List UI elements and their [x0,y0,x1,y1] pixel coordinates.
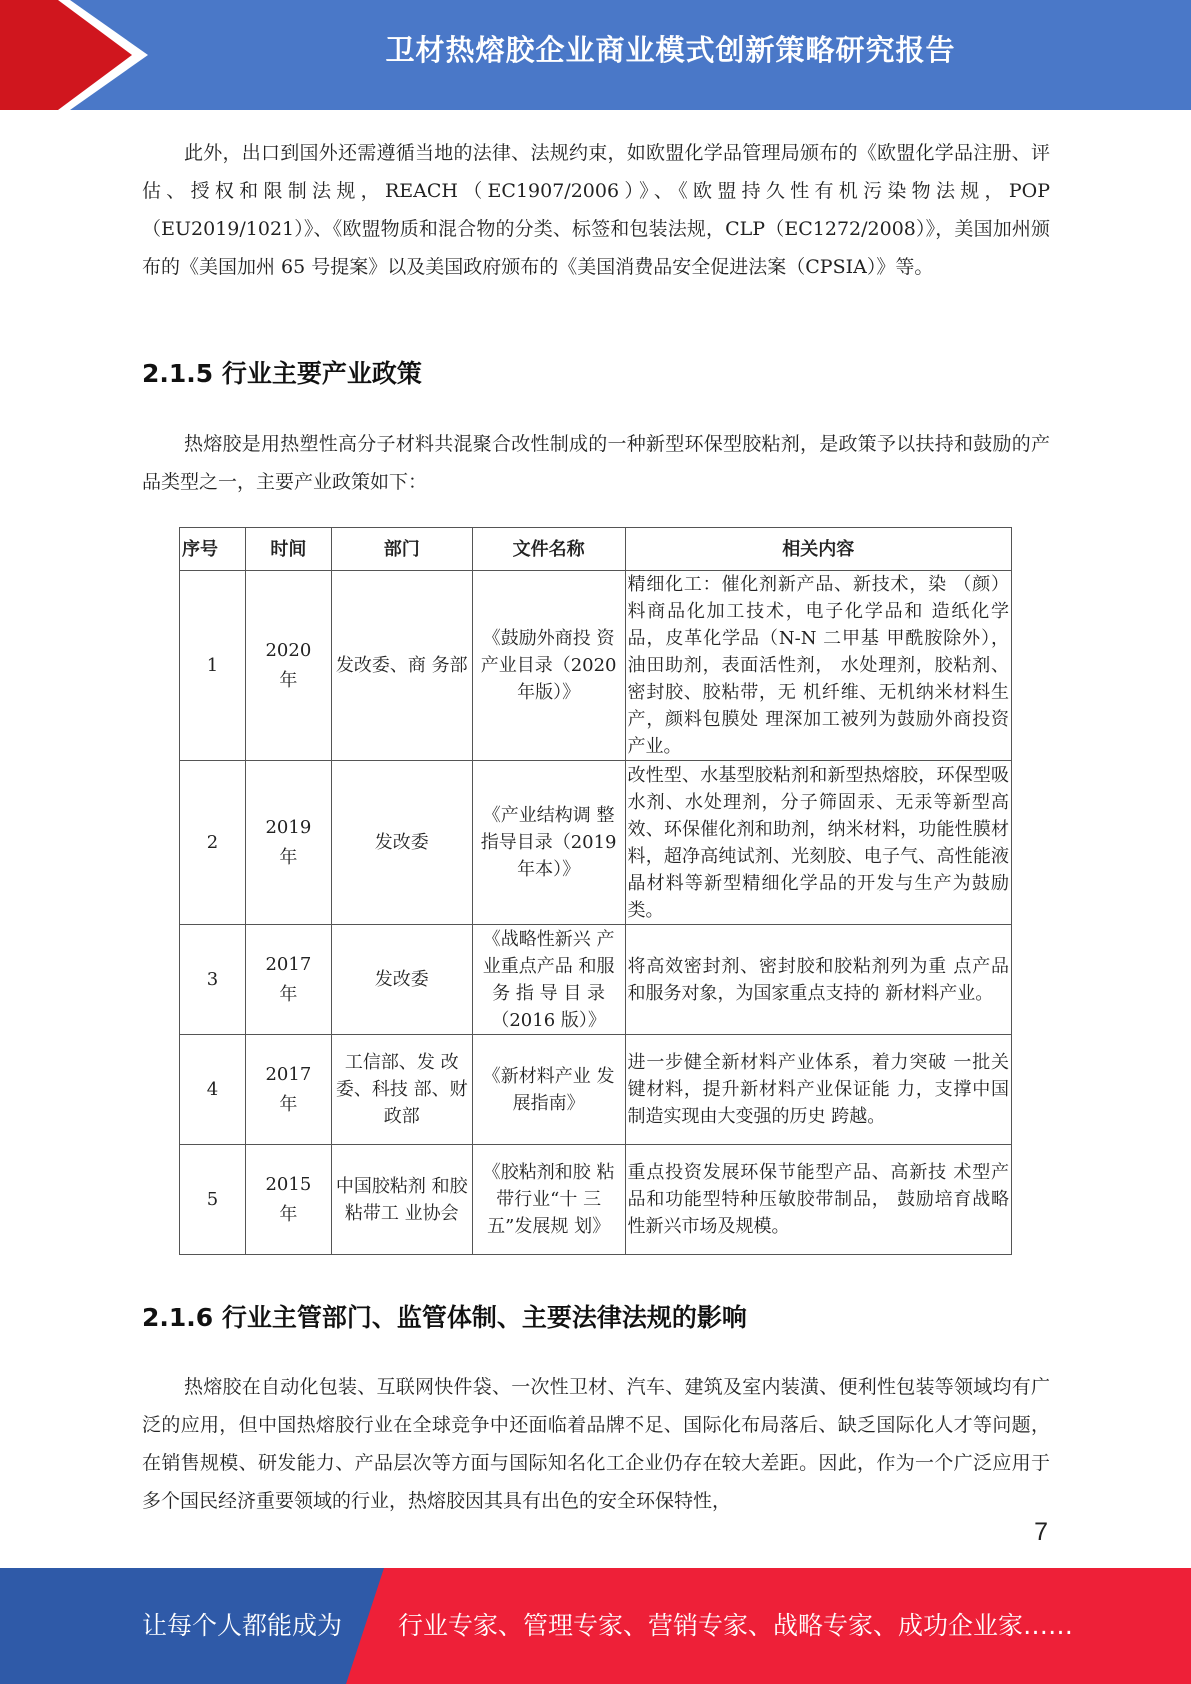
row-content: 进一步健全新材料产业体系，着力突破 一批关键材料，提升新材料产业保证能 力，支撑中国制造实现由大变强的历史 跨越。 [625,1035,1011,1145]
header-arrow-icon [0,0,160,110]
row-doc: 《产业结构调 整指导目录（2019 年本）》 [472,761,625,925]
row-year: 2020 年 [245,571,331,761]
row-no: 1 [180,571,246,761]
row-doc: 《新材料产业 发展指南》 [472,1035,625,1145]
footer-slogan-left: 让每个人都能成为 [142,1611,343,1640]
row-year: 2017 年 [245,925,331,1035]
policy-table [179,527,1012,1255]
footer-slogan-right: 行业专家、管理专家、营销专家、战略专家、成功企业家…… [398,1611,1074,1640]
row-year: 2019 年 [245,761,331,925]
row-no: 5 [180,1145,246,1255]
page-footer [0,1568,1191,1684]
section-heading-2-1-5: 2.1.5 行业主要产业政策 [142,359,422,388]
row-doc: 《胶粘剂和胶 粘带行业“十 三五”发展规 划》 [472,1145,625,1255]
row-dept: 工信部、发 改委、科技 部、财政部 [331,1035,472,1145]
page-header [0,0,1191,110]
header-doc: 文件名称 [472,528,625,571]
table-row [180,761,1012,925]
row-no: 4 [180,1035,246,1145]
row-content: 改性型、水基型胶粘剂和新型热熔胶，环保型吸水剂、水处理剂，分子筛固汞、无汞等新型高效、环保催化剂和助剂，纳米材料，功能性膜材料，超净高纯试剂、光刻胶、电子气、高性能液晶材料等新型精细化学品的开发与生产为鼓励类。 [625,761,1011,925]
table-row [180,1145,1012,1255]
row-dept: 发改委 [331,761,472,925]
row-content: 将高效密封剂、密封胶和胶粘剂列为重 点产品和服务对象，为国家重点支持的 新材料产业。 [625,925,1011,1035]
row-dept: 发改委、商 务部 [331,571,472,761]
table-row [180,571,1012,761]
row-no: 3 [180,925,246,1035]
intro-paragraph: 此外，出口到国外还需遵循当地的法律、法规约束，如欧盟化学品管理局颁布的《欧盟化学品注册、评估、授权和限制法规，REACH（EC1907/2006）》、《欧盟持久性有机污染物法规，POP（EU2019/1021）》、《欧盟物质和混合物的分类、标签和包装法规，CLP（EC1272/2008）》，美国加州颁布的《美国加州 65 号提案》以及美国政府颁布的《美国消费品安全促进法案（CPSIA）》等。 [142,142,1050,278]
table-row [180,1035,1012,1145]
page-number: 7 [1034,1518,1048,1546]
table-header-row [180,528,1012,571]
row-content: 精细化工：催化剂新产品、新技术，染 （颜）料商品化加工技术，电子化学品和 造纸化学品，皮革化学品（N-N 二甲基 甲酰胺除外），油田助剂，表面活性剂， 水处理剂，胶粘剂、密封胶、胶粘带，无 机纤维、无机纳米材料生产，颜料包膜处 理深加工被列为鼓励外商投资产业。 [625,571,1011,761]
row-dept: 发改委 [331,925,472,1035]
header-no: 序号 [180,528,246,571]
section-2-1-6-paragraph: 热熔胶在自动化包装、互联网快件袋、一次性卫材、汽车、建筑及室内装潢、便利性包装等领域均有广泛的应用，但中国热熔胶行业在全球竞争中还面临着品牌不足、国际化布局落后、缺乏国际化人才等问题，在销售规模、研发能力、产品层次等方面与国际知名化工企业仍存在较大差距。因此，作为一个广泛应用于多个国民经济重要领域的行业，热熔胶因其具有出色的安全环保特性， [142,1376,1050,1512]
row-doc: 《战略性新兴 产业重点产品 和服务 指 导 目 录（2016 版）》 [472,925,625,1035]
header-content: 相关内容 [625,528,1011,571]
table-row [180,925,1012,1035]
row-no: 2 [180,761,246,925]
header-dept: 部门 [331,528,472,571]
row-content: 重点投资发展环保节能型产品、高新技 术型产品和功能型特种压敏胶带制品， 鼓励培育战略性新兴市场及规模。 [625,1145,1011,1255]
section-heading-2-1-6: 2.1.6 行业主管部门、监管体制、主要法律法规的影响 [142,1303,747,1332]
report-title: 卫材热熔胶企业商业模式创新策略研究报告 [385,33,956,67]
row-doc: 《鼓励外商投 资产业目录（2020 年版）》 [472,571,625,761]
row-year: 2017 年 [245,1035,331,1145]
header-year: 时间 [245,528,331,571]
section-2-1-5-paragraph: 热熔胶是用热塑性高分子材料共混聚合改性制成的一种新型环保型胶粘剂，是政策予以扶持和鼓励的产品类型之一，主要产业政策如下： [142,433,1050,493]
row-year: 2015 年 [245,1145,331,1255]
row-dept: 中国胶粘剂 和胶粘带工 业协会 [331,1145,472,1255]
